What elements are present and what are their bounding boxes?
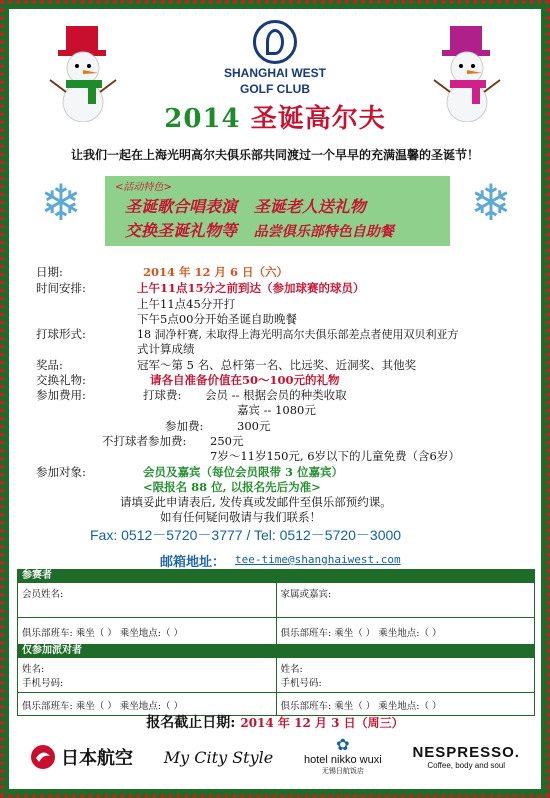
shuttle-field-4[interactable]: 俱乐部班车: 乘坐（ ） 乘坐地点:（ ） (276, 693, 535, 715)
phone-field-1[interactable]: 手机号码: (22, 678, 64, 689)
feature-2a: 交换圣诞礼物等 (125, 221, 238, 240)
email-link[interactable]: tee-time@shanghaiwest.com (235, 553, 401, 566)
schedule-2: 上午11点45分开打 (137, 297, 236, 311)
nespresso-logo (412, 744, 520, 770)
shuttle-field-1[interactable]: 俱乐部班车: 乘坐（ ） 乘坐地点:（ ） (22, 628, 183, 639)
title-text: 圣诞高尔夫 (250, 104, 386, 134)
sponsor-bar (30, 733, 520, 781)
nikko-logo (304, 738, 382, 776)
feature-box (105, 176, 450, 246)
schedule-label: 时间安排: (36, 281, 86, 295)
deadline-value: 2014 年 12 月 3 日（周三） (240, 716, 404, 730)
phone-field-2[interactable]: 手机号码: (280, 678, 322, 689)
schedule-3: 下午5点00分开始圣诞自助晚餐 (137, 312, 297, 326)
date-value: 2014 年 12 月 6 日（六） (143, 265, 289, 279)
page-title (0, 98, 550, 135)
fee-guest: 嘉宾 -- 1080元 (237, 403, 316, 417)
logo-line2: GOLF CLUB (240, 82, 310, 96)
member-name-field[interactable]: 会员姓名: (22, 589, 64, 600)
nespresso-text-2: Coffee, body and soul (427, 761, 506, 770)
name-field-2[interactable]: 姓名: (280, 664, 303, 675)
nikko-flower-icon: ✿ (336, 737, 350, 754)
note-1: 请填妥此申请表后, 发传真或发邮件至俱乐部预约课。 (120, 495, 392, 509)
snowflake-left-icon: ❄ (40, 174, 82, 232)
logo-line1: SHANGHAI WEST (224, 66, 326, 80)
jal-crane-icon (30, 744, 56, 770)
fee-nonplay: 250元 (210, 434, 244, 448)
feature-tag: <活动特色> (115, 182, 172, 193)
party-person-2[interactable] (276, 658, 535, 692)
registration-form (17, 569, 535, 716)
target-2: <限报名 88 位, 以报名先后为准> (143, 480, 321, 494)
section-participants: 参赛者 (18, 570, 534, 582)
club-logo-icon (253, 20, 297, 64)
jal-logo (30, 744, 133, 770)
deadline (0, 712, 550, 732)
date-label: 日期: (36, 265, 63, 279)
feature-2b: 品尝俱乐部特色自助餐 (253, 224, 394, 240)
mycity-logo: My City Style (163, 747, 274, 767)
feature-line-1 (125, 194, 366, 217)
fee-play-label: 打球费: (143, 388, 182, 402)
party-person-1[interactable] (18, 658, 276, 692)
fee-label: 参加费用: (36, 388, 86, 402)
nikko-text-2: 无锡日航饭店 (321, 768, 364, 775)
fee-child: 7岁～11岁150元, 6岁以下的儿童免费（含6岁） (210, 449, 460, 463)
name-field-1[interactable]: 姓名: (22, 664, 45, 675)
fee-nonplay-label: 不打球者参加费: (102, 434, 187, 448)
family-guest-field[interactable]: 家属或嘉宾: (276, 583, 535, 617)
prize-label: 奖品: (36, 358, 63, 372)
fee-join: 300元 (237, 419, 271, 433)
gift-value: 请各自准备价值在50～100元的礼物 (150, 373, 340, 387)
jal-text: 日本航空 (61, 748, 133, 768)
nikko-text-1: hotel nikko wuxi (304, 754, 382, 766)
form-row-names (18, 582, 534, 617)
club-logo (210, 20, 340, 96)
format-1: 18 洞净杆赛, 未取得上海光明高尔夫俱乐部差点者使用双贝利亚方 (137, 328, 459, 341)
intro-text: 让我们一起在上海光明高尔夫俱乐部共同渡过一个早早的充满温馨的圣诞节！ (70, 148, 479, 162)
target-label: 参加对象: (36, 465, 86, 479)
feature-line-2 (125, 218, 394, 241)
form-row-shuttle (18, 617, 534, 644)
format-label: 打球形式: (36, 327, 86, 341)
form-row-contact (18, 657, 534, 692)
shuttle-field-2[interactable]: 俱乐部班车: 乘坐（ ） 乘坐地点:（ ） (276, 618, 535, 644)
feature-1a: 圣诞歌合唱表演 (125, 197, 238, 216)
email-label: 邮箱地址： (160, 555, 226, 570)
note-2: 如有任何疑问敬请与我们联系！ (160, 510, 321, 524)
nespresso-text-1: NESPRESSO. (412, 744, 520, 761)
fee-join-label: 参加费: (165, 419, 204, 433)
title-year: 2014 (164, 104, 241, 134)
format-2: 式计算成绩 (137, 342, 195, 356)
gift-label: 交换礼物: (36, 373, 86, 387)
fee-member: 会员 -- 根据会员的种类收取 (205, 388, 347, 402)
deadline-label: 报名截止日期: (146, 715, 236, 731)
target-1: 会员及嘉宾（每位会员限带 3 位嘉宾） (143, 465, 344, 479)
feature-1b: 圣诞老人送礼物 (253, 197, 366, 216)
shuttle-field-3[interactable]: 俱乐部班车: 乘坐（ ） 乘坐地点:（ ） (22, 701, 183, 712)
prize-value: 冠军～第 5 名、总杆第一名、比远奖、近洞奖、其他奖 (137, 358, 417, 372)
snowflake-right-icon: ❄ (470, 174, 512, 232)
fax-tel-line: Fax: 0512－5720－3777 / Tel: 0512－5720－3000 (90, 527, 402, 543)
section-party-only: 仅参加派对者 (18, 644, 534, 657)
schedule-1: 上午11点15分之前到达（参加球赛的球员） (137, 281, 365, 295)
